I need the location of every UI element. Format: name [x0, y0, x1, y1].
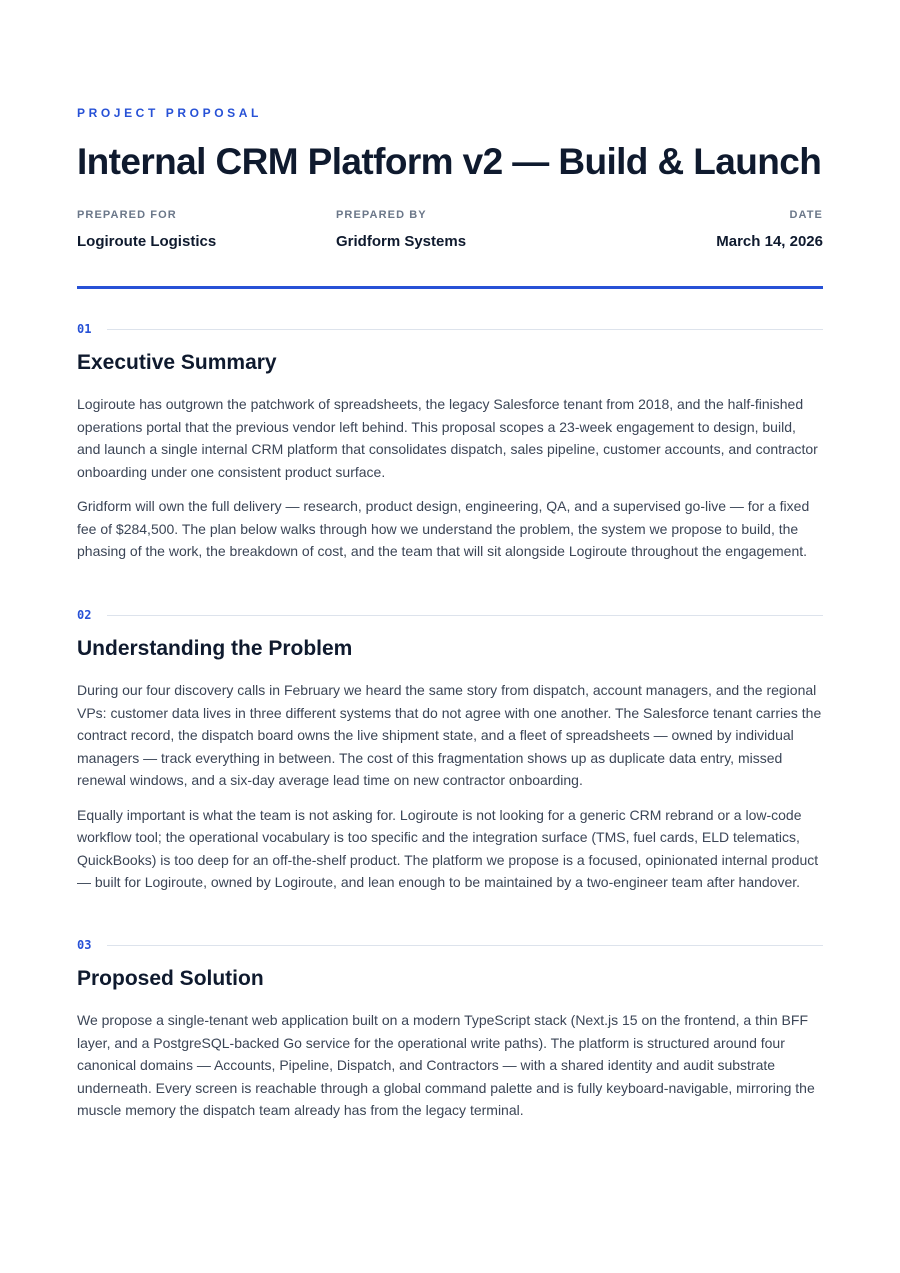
prepared-by-label: PREPARED BY [336, 209, 427, 221]
prepared-for-label: PREPARED FOR [77, 209, 177, 221]
section-proposed-solution [77, 937, 823, 1122]
section-header [77, 937, 823, 953]
date-label: DATE [789, 209, 823, 221]
prepared-by-value: Gridform Systems [336, 233, 467, 250]
section-paragraph: We propose a single-tenant web application built on a modern TypeScript stack (Next.js 15 on the frontend, a thin BFF layer, and a PostgreSQL-backed Go service for the operational write paths). The platform is structured around four canonical domains — Accounts, Pipeline, Dispatch, and Contractors — with a shared identity and audit substrate underneath. Every screen is reachable through a global command palette and is fully keyboard-navigable, mirroring the muscle memory the dispatch team already has from the legacy terminal. [77, 1012, 815, 1118]
section-paragraph: During our four discovery calls in February we heard the same story from dispatch, account managers, and the regional VPs: customer data lives in three different systems that do not agree with one another. The Salesforce tenant carries the contract record, the dispatch board owns the live shipment state, and a fleet of spreadsheets — owned by individual managers — track everything in between. The cost of this fragmentation shows up as duplicate data entry, missed renewal windows, and a six-day average lead time on new contractor onboarding. [77, 682, 822, 788]
section-header [77, 321, 823, 337]
section-divider [107, 329, 823, 330]
section-divider [107, 945, 823, 946]
date-value: March 14, 2026 [716, 233, 823, 250]
section-paragraph: Equally important is what the team is not asking for. Logiroute is not looking for a generic CRM rebrand or a low-code workflow tool; the operational vocabulary is too specific and the integration surface (TMS, fuel cards, ELD telematics, QuickBooks) is too deep for an off-the-shelf product. The platform we propose is a focused, opinionated internal product — built for Logiroute, owned by Logiroute, and lean enough to be maintained by a two-engineer team after handover. [77, 806, 819, 890]
section-title: Proposed Solution [77, 967, 264, 990]
section-divider [107, 615, 823, 616]
section-paragraph: Gridform will own the full delivery — research, product design, engineering, QA, and a supervised go-live — for a fixed fee of $284,500. The plan below walks through how we understand the problem, the system we propose to build, the phasing of the work, the breakdown of cost, and the team that will sit alongside Logiroute throughout the engagement. [77, 498, 810, 559]
section-title: Understanding the Problem [77, 637, 353, 660]
section-title: Executive Summary [77, 351, 277, 374]
section-executive-summary [77, 321, 823, 563]
section-number: 01 [77, 322, 92, 336]
section-header [77, 607, 823, 623]
document-type-label: PROJECT PROPOSAL [77, 106, 262, 120]
document-title: Internal CRM Platform v2 — Build & Launch [77, 141, 822, 182]
section-understanding-the-problem [77, 607, 823, 894]
section-number: 02 [77, 608, 92, 622]
prepared-for-value: Logiroute Logistics [77, 233, 217, 250]
section-paragraph: Logiroute has outgrown the patchwork of spreadsheets, the legacy Salesforce tenant from 2018, and the half-finished operations portal that the previous vendor left behind. This proposal scopes a 23-week engagement to design, build, and launch a single internal CRM platform that consolidates dispatch, sales pipeline, customer accounts, and contractor onboarding under one consistent product surface. [77, 396, 818, 480]
header-divider [77, 286, 823, 289]
section-number: 03 [77, 938, 92, 952]
